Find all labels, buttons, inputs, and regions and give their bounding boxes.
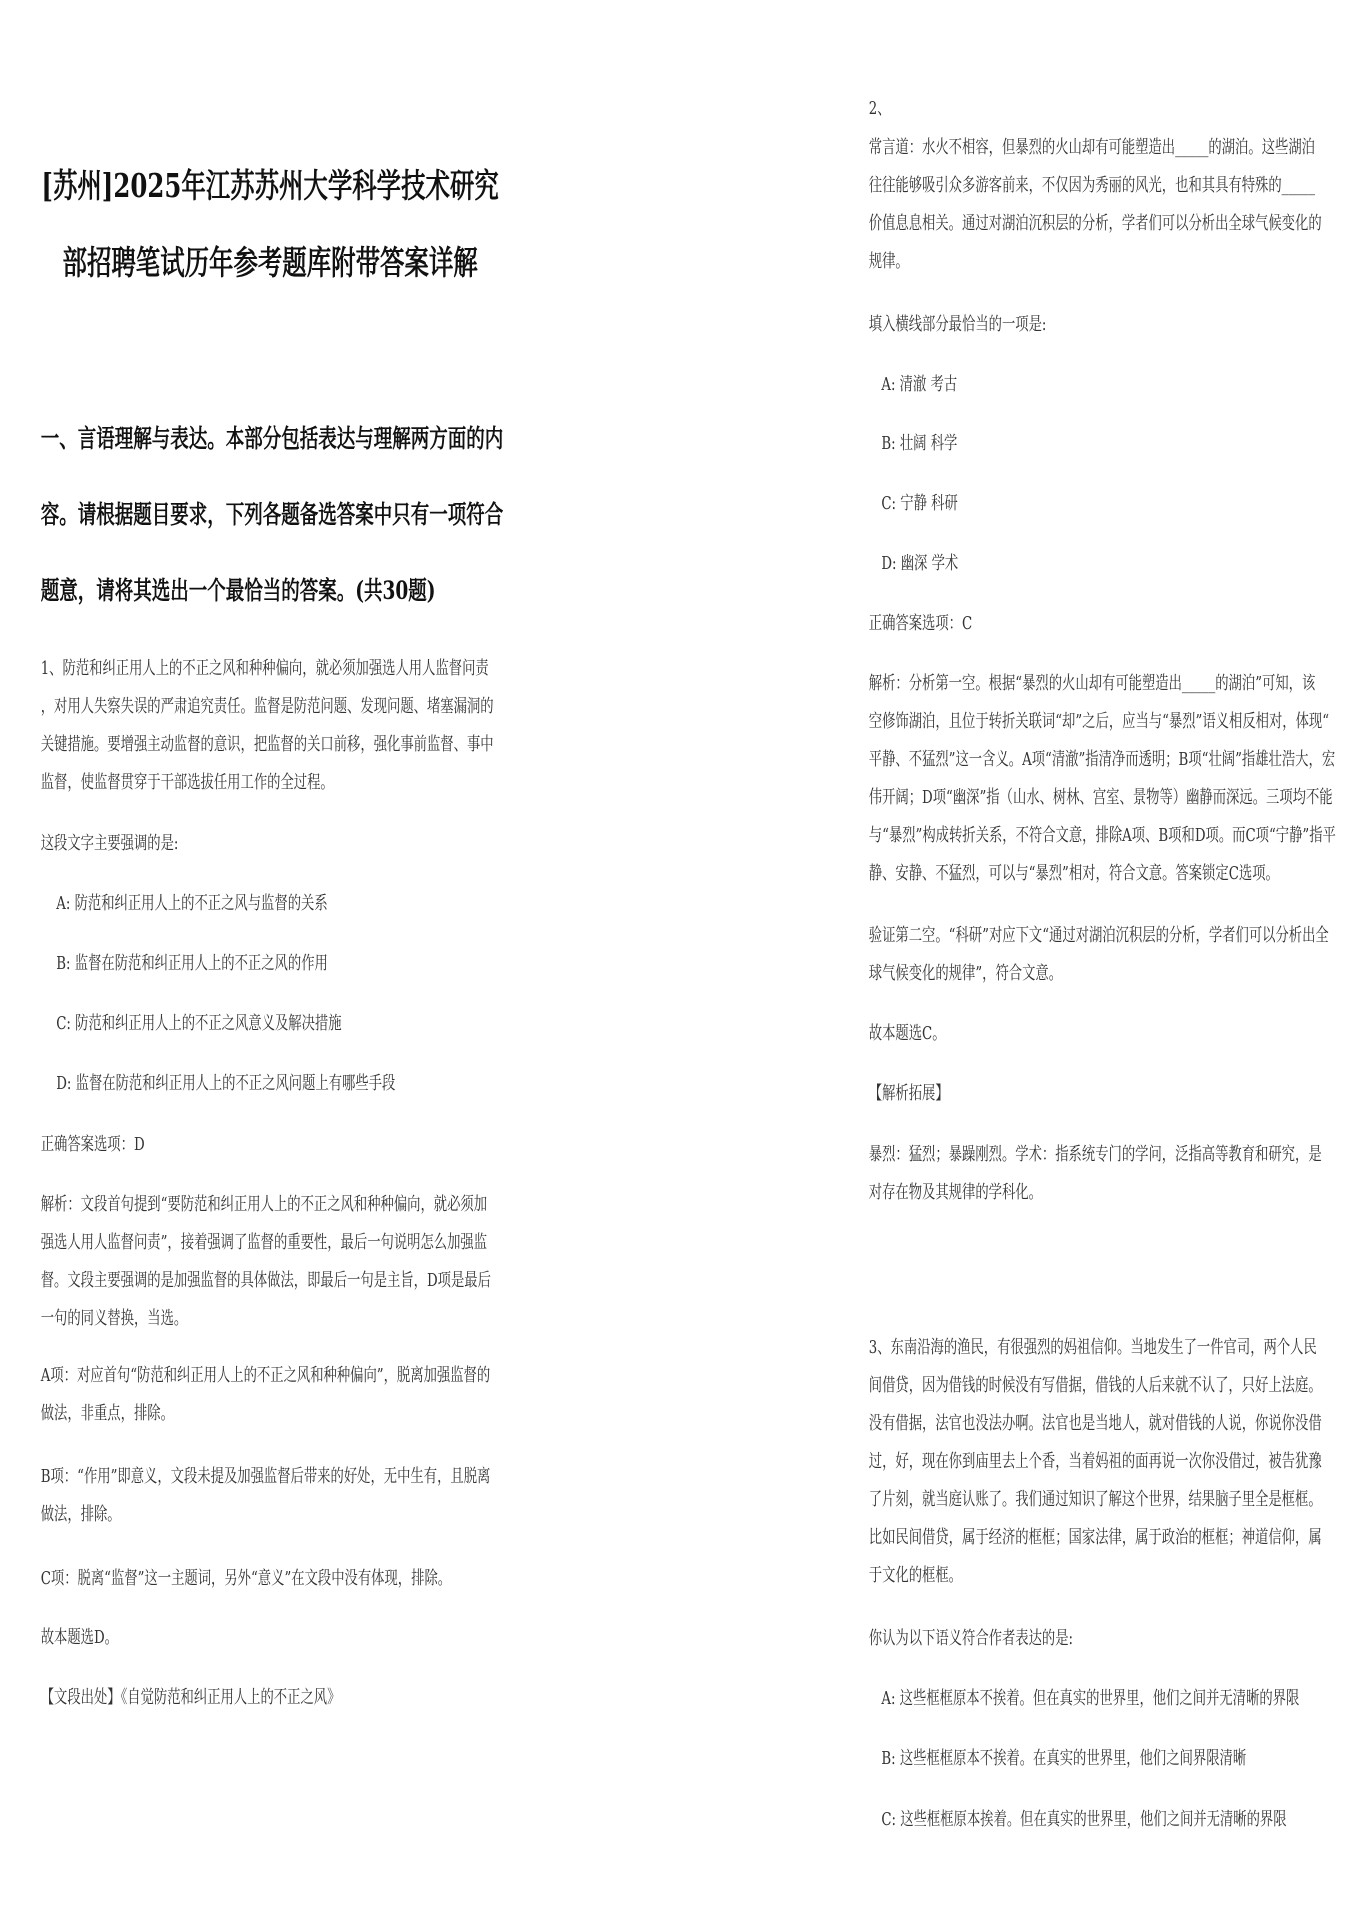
- section-heading: [41, 401, 504, 629]
- analysis-line: 空修饰湖泊，且位于转折关联词“却”之后，应当与“暴烈”语义相反相对，体现“: [868, 711, 1330, 732]
- analysis-line: 督。文段主要强调的是加强监督的具体做法，即最后一句是主旨，D项是最后: [40, 1270, 491, 1291]
- stem-line: 监督，使监督贯穿于干部选拔任用工作的全过程。: [40, 772, 334, 793]
- analysis-line: 静、安静、不猛烈，可以与“暴烈”相对，符合文意。答案锁定C选项。: [868, 863, 1279, 884]
- analysis-line: 做法，非重点，排除。: [40, 1403, 174, 1424]
- question-3-stem: [869, 1329, 1322, 1595]
- stem-line: ，对用人失察失误的严肃追究责任。监督是防范问题、发现问题、堵塞漏洞的: [40, 696, 494, 717]
- question-3-option-b: B: 这些框框原本不挨着。在真实的世界里，他们之间界限清晰: [881, 1748, 1247, 1769]
- question-2-verify: [869, 917, 1329, 993]
- question-2-stem: [869, 129, 1322, 281]
- extension-line: 对存在物及其规律的学科化。: [868, 1182, 1042, 1203]
- extension-line: 暴烈：猛烈；暴躁刚烈。学术：指系统专门的学问，泛指高等教育和研究，是: [868, 1144, 1322, 1165]
- analysis-line: A项：对应首句“防范和纠正用人上的不正之风和种种偏向”，脱离加强监督的: [40, 1365, 491, 1386]
- question-3-option-c: C: 这些框框原本挨着。但在真实的世界里，他们之间并无清晰的界限: [881, 1809, 1287, 1830]
- question-2-conclusion: 故本题选C。: [868, 1023, 946, 1044]
- stem-line: 关键措施。要增强主动监督的意识，把监督的关口前移，强化事前监督、事中: [40, 734, 494, 755]
- question-2-option-a: A: 清澈 考古: [881, 374, 958, 395]
- question-2-number: 2、: [868, 98, 891, 119]
- question-2-answer: 正确答案选项：C: [868, 613, 973, 634]
- question-1-source: 【文段出处】《自觉防范和纠正用人上的不正之风》: [40, 1687, 341, 1708]
- analysis-line: B项：“作用”即意义，文段未提及加强监督后带来的好处，无中生有，且脱离: [40, 1466, 491, 1487]
- section-heading-line: 一、言语理解与表达。本部分包括表达与理解两方面的内: [40, 424, 504, 453]
- analysis-line: 与“暴烈”构成转折关系，不符合文意，排除A项、B项和D项。而C项“宁静”指平: [868, 825, 1336, 846]
- title-line: [苏州]2025年江苏苏州大学科学技术研究: [41, 166, 499, 205]
- verify-line: 验证第二空。“科研”对应下文“通过对湖泊沉积层的分析，学者们可以分析出全: [868, 925, 1329, 946]
- question-1-option-a: A: 防范和纠正用人上的不正之风与监督的关系: [56, 893, 328, 914]
- question-1-answer: 正确答案选项：D: [40, 1134, 145, 1155]
- stem-line: 往往能够吸引众多游客前来，不仅因为秀丽的风光，也和其具有特殊的_____: [868, 175, 1315, 196]
- stem-line: 规律。: [868, 251, 909, 272]
- question-2-option-c: C: 宁静 科研: [881, 493, 958, 514]
- question-3-option-a: A: 这些框框原本不挨着。但在真实的世界里，他们之间并无清晰的界限: [881, 1688, 1300, 1709]
- question-3-prompt: 你认为以下语义符合作者表达的是:: [868, 1628, 1074, 1649]
- question-1-prompt: 这段文字主要强调的是:: [40, 833, 179, 854]
- question-2-extension: [869, 1136, 1322, 1212]
- stem-line: 了片刻，就当庭认账了。我们通过知识了解这个世界，结果脑子里全是框框。: [868, 1489, 1322, 1510]
- question-1-conclusion: 故本题选D。: [40, 1627, 118, 1648]
- question-1-analysis-c: C项：脱离“监督”这一主题词，另外“意义”在文段中没有体现，排除。: [40, 1568, 452, 1589]
- stem-line: 3、东南沿海的渔民，有很强烈的妈祖信仰。当地发生了一件官司，两个人民: [868, 1337, 1317, 1358]
- document-title: [15, 147, 526, 301]
- analysis-line: 一句的同义替换，当选。: [40, 1308, 188, 1329]
- stem-line: 比如民间借贷，属于经济的框框；国家法律，属于政治的框框；神道信仰，属: [868, 1527, 1322, 1548]
- analysis-line: 强选人用人监督问责”，接着强调了监督的重要性，最后一句说明怎么加强监: [40, 1232, 488, 1253]
- analysis-line: 伟开阔；D项“幽深”指（山水、树林、宫室、景物等）幽静而深远。三项均不能: [868, 787, 1333, 808]
- verify-line: 球气候变化的规律”，符合文意。: [868, 963, 1063, 984]
- section-heading-line: 容。请根据题目要求，下列各题备选答案中只有一项符合: [40, 500, 504, 529]
- question-1-option-d: D: 监督在防范和纠正用人上的不正之风问题上有哪些手段: [56, 1073, 396, 1094]
- stem-line: 间借贷，因为借钱的时候没有写借据，借钱的人后来就不认了，只好上法庭。: [868, 1375, 1322, 1396]
- question-2-option-b: B: 壮阔 科学: [881, 433, 958, 454]
- question-1-analysis-b: [41, 1458, 491, 1534]
- stem-line: 价值息息相关。通过对湖泊沉积层的分析，学者们可以分析出全球气候变化的: [868, 213, 1322, 234]
- question-1-option-b: B: 监督在防范和纠正用人上的不正之风的作用: [56, 953, 328, 974]
- question-1-analysis-a: [41, 1357, 490, 1433]
- question-2-prompt: 填入横线部分最恰当的一项是:: [868, 314, 1047, 335]
- analysis-line: 平静、不猛烈”这一含义。A项“清澈”指清净而透明；B项“壮阔”指雄壮浩大，宏: [868, 749, 1336, 770]
- section-heading-line: 题意，请将其选出一个最恰当的答案。(共30题): [40, 576, 436, 605]
- question-2-extension-label: 【解析拓展】: [868, 1083, 949, 1104]
- stem-line: 于文化的框框。: [868, 1565, 962, 1586]
- analysis-line: 解析：文段首句提到“要防范和纠正用人上的不正之风和种种偏向，就必须加: [40, 1194, 488, 1215]
- question-2-analysis: [869, 665, 1336, 893]
- title-line: 部招聘笔试历年参考题库附带答案详解: [62, 243, 478, 282]
- question-1-analysis: [41, 1186, 491, 1338]
- stem-line: 没有借据，法官也没法办啊。法官也是当地人，就对借钱的人说，你说你没借: [868, 1413, 1322, 1434]
- analysis-line: 解析：分析第一空。根据“暴烈的火山却有可能塑造出_____的湖泊”可知，该: [868, 673, 1316, 694]
- analysis-line: 做法，排除。: [40, 1504, 121, 1525]
- question-1-stem: [41, 650, 494, 802]
- question-2-option-d: D: 幽深 学术: [881, 553, 959, 574]
- question-1-option-c: C: 防范和纠正用人上的不正之风意义及解决措施: [56, 1013, 342, 1034]
- stem-line: 常言道：水火不相容，但暴烈的火山却有可能塑造出_____的湖泊。这些湖泊: [868, 137, 1315, 158]
- stem-line: 1、防范和纠正用人上的不正之风和种种偏向，就必须加强选人用人监督问责: [40, 658, 489, 679]
- stem-line: 过，好，现在你到庙里去上个香，当着妈祖的面再说一次你没借过，被告犹豫: [868, 1451, 1322, 1472]
